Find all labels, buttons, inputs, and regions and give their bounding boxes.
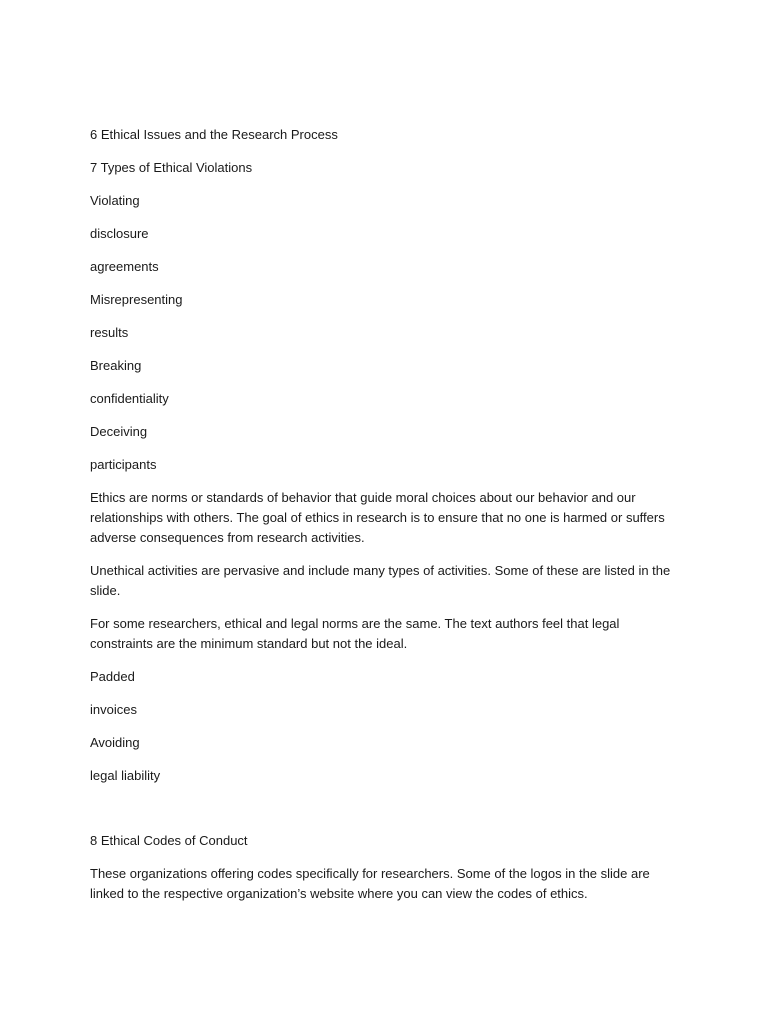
blank-line — [90, 799, 675, 831]
text-line: Violating — [90, 193, 140, 208]
text-line: Breaking — [90, 358, 142, 373]
text-line: Avoiding — [90, 735, 140, 750]
body-paragraph-unethical-activities: Unethical activities are pervasive and include many types of activities. Some of these are listed in the slide. — [90, 563, 671, 598]
text-line: confidentiality — [90, 391, 169, 406]
section-heading-ethical-violations: 7 Types of Ethical Violations — [90, 160, 253, 175]
body-paragraph-legal-norms: For some researchers, ethical and legal norms are the same. The text authors feel that legal constraints are the minimum standard but not the ideal. — [90, 616, 620, 651]
text-line: Misrepresenting — [90, 292, 183, 307]
text-line: agreements — [90, 259, 159, 274]
text-line: disclosure — [90, 226, 149, 241]
text-line: Deceiving — [90, 424, 148, 439]
body-paragraph-ethics-definition: Ethics are norms or standards of behavior that guide moral choices about our behavior and our relationships with others. The goal of ethics in research is to ensure that no one is harmed or suffers adverse consequences from research activities. — [90, 490, 665, 545]
text-line: Padded — [90, 669, 135, 684]
text-line: results — [90, 325, 129, 340]
document-body — [90, 125, 675, 917]
text-line: participants — [90, 457, 157, 472]
text-line: invoices — [90, 702, 137, 717]
section-heading-ethical-issues: 6 Ethical Issues and the Research Process — [90, 127, 338, 142]
section-heading-codes-of-conduct: 8 Ethical Codes of Conduct — [90, 833, 248, 848]
text-line: legal liability — [90, 768, 161, 783]
body-paragraph-organizations: These organizations offering codes specifically for researchers. Some of the logos in the slide are linked to the respective organization’s website where you can view the codes of ethics. — [90, 866, 650, 901]
